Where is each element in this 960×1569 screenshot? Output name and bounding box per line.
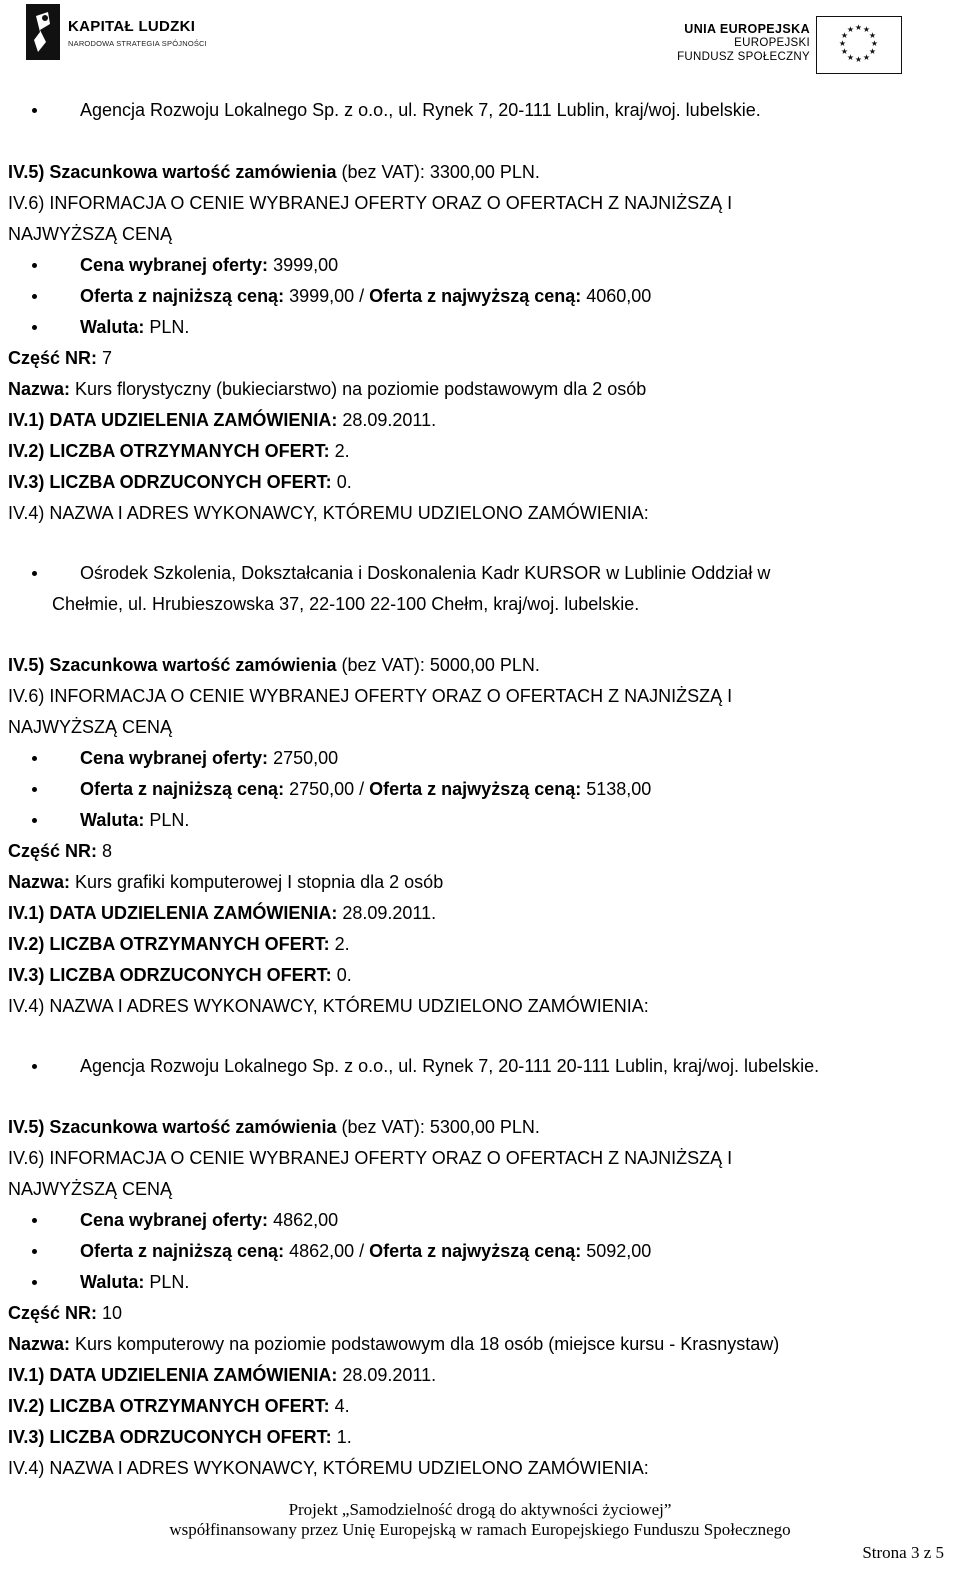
value: 0.: [331, 965, 352, 985]
value: 4862,00 /: [284, 1241, 370, 1261]
page-number: Strona 3 z 5: [862, 1543, 944, 1562]
value: 4862,00: [268, 1210, 339, 1230]
svg-text:★: ★: [840, 47, 849, 56]
value: PLN.: [144, 1272, 190, 1292]
price-info-heading-cont: NAJWYŻSZĄ CENĄ: [8, 717, 173, 737]
eu-logo: [677, 16, 938, 74]
value: Kurs komputerowy na poziomie podstawowym dla 18 osób (miejsce kursu - Krasnystaw): [70, 1334, 780, 1354]
value: 2750,00 /: [284, 779, 370, 799]
contractor-address: Agencja Rozwoju Lokalnego Sp. z o.o., ul. Rynek 7, 20-111 Lublin, kraj/woj. lubelskie.: [80, 100, 761, 120]
price-info-heading: IV.6) INFORMACJA O CENIE WYBRANEJ OFERTY ORAZ O OFERTACH Z NAJNIŻSZĄ I: [8, 1148, 733, 1168]
svg-text:★: ★: [846, 25, 855, 34]
label: Oferta z najniższą ceną:: [80, 779, 285, 799]
value: 28.09.2011.: [337, 903, 437, 923]
kapital-ludzki-logo: [26, 4, 206, 62]
offers-rejected: [8, 964, 352, 986]
value: 5138,00: [581, 779, 652, 799]
price-info-heading-cont: NAJWYŻSZĄ CENĄ: [8, 224, 173, 244]
price-info-heading: IV.6) INFORMACJA O CENIE WYBRANEJ OFERTY ORAZ O OFERTACH Z NAJNIŻSZĄ I: [8, 193, 733, 213]
svg-text:★: ★: [854, 23, 863, 32]
label: Nazwa:: [8, 872, 71, 892]
svg-text:★: ★: [868, 31, 877, 40]
label: Waluta:: [80, 317, 145, 337]
estimated-value: [8, 161, 540, 183]
award-date: [8, 902, 436, 924]
value: (bez VAT): 5300,00 PLN.: [336, 1117, 540, 1137]
label: IV.2) LICZBA OTRZYMANYCH OFERT:: [8, 441, 330, 461]
value: 28.09.2011.: [337, 410, 437, 430]
label: Waluta:: [80, 810, 145, 830]
value: 4.: [329, 1396, 350, 1416]
label: Część NR:: [8, 841, 98, 861]
contractor-heading: IV.4) NAZWA I ADRES WYKONAWCY, KTÓREMU UDZIELONO ZAMÓWIENIA:: [8, 503, 649, 523]
contractor-address: Ośrodek Szkolenia, Dokształcania i Doskonalenia Kadr KURSOR w Lublinie Oddział w: [80, 563, 771, 583]
value: 1.: [331, 1427, 352, 1447]
label: Oferta z najniższą ceną:: [80, 1241, 285, 1261]
value: 8: [97, 841, 113, 861]
value: 2.: [329, 441, 350, 461]
svg-text:★: ★: [862, 25, 871, 34]
value: (bez VAT): 5000,00 PLN.: [336, 655, 540, 675]
label: Część NR:: [8, 348, 98, 368]
estimated-value: [8, 654, 540, 676]
label: IV.2) LICZBA OTRZYMANYCH OFERT:: [8, 934, 330, 954]
part-number: [8, 347, 112, 369]
part-name: [8, 871, 443, 893]
label: IV.3) LICZBA ODRZUCONYCH OFERT:: [8, 1427, 332, 1447]
part-name: [8, 1333, 779, 1355]
value: 2.: [329, 934, 350, 954]
award-date: [8, 1364, 436, 1386]
label: IV.1) DATA UDZIELENIA ZAMÓWIENIA:: [8, 1365, 338, 1385]
kapital-ludzki-subtitle: NARODOWA STRATEGIA SPÓJNOŚCI: [68, 39, 207, 48]
label: Waluta:: [80, 1272, 145, 1292]
value: 7: [97, 348, 113, 368]
contractor-address-cont: Chełmie, ul. Hrubieszowska 37, 22-100 22-100 Chełm, kraj/woj. lubelskie.: [52, 594, 640, 614]
label: Oferta z najniższą ceną:: [80, 286, 285, 306]
contractor-address: Agencja Rozwoju Lokalnego Sp. z o.o., ul. Rynek 7, 20-111 20-111 Lublin, kraj/woj. lubelskie.: [80, 1056, 820, 1076]
award-date: [8, 409, 436, 431]
eu-flag-icon: [816, 16, 902, 74]
value: 4060,00: [581, 286, 652, 306]
value: PLN.: [144, 810, 190, 830]
value: 5092,00: [581, 1241, 652, 1261]
footer-project-title: Projekt „Samodzielność drogą do aktywności życiowej”: [288, 1500, 672, 1519]
part-number: [8, 1302, 122, 1324]
kapital-ludzki-title: KAPITAŁ LUDZKI: [68, 18, 196, 35]
value: (bez VAT): 3300,00 PLN.: [336, 162, 540, 182]
svg-text:★: ★: [868, 47, 877, 56]
label: Oferta z najwyższą ceną:: [369, 286, 582, 306]
label: Część NR:: [8, 1303, 98, 1323]
value: 10: [97, 1303, 123, 1323]
value: Kurs grafiki komputerowej I stopnia dla 2 osób: [70, 872, 444, 892]
value: PLN.: [144, 317, 190, 337]
offers-rejected: [8, 1426, 352, 1448]
label: IV.2) LICZBA OTRZYMANYCH OFERT:: [8, 1396, 330, 1416]
label: Cena wybranej oferty:: [80, 255, 269, 275]
part-number: [8, 840, 112, 862]
value: 0.: [331, 472, 352, 492]
label: Oferta z najwyższą ceną:: [369, 1241, 582, 1261]
label: Oferta z najwyższą ceną:: [369, 779, 582, 799]
footer-cofinancing: współfinansowany przez Unię Europejską w ramach Europejskiego Funduszu Społecznego: [169, 1520, 791, 1539]
label: Cena wybranej oferty:: [80, 1210, 269, 1230]
eu-logo-line2: EUROPEJSKI: [734, 37, 810, 49]
svg-text:★: ★: [862, 53, 871, 62]
price-info-heading-cont: NAJWYŻSZĄ CENĄ: [8, 1179, 173, 1199]
eu-logo-line1: UNIA EUROPEJSKA: [684, 22, 810, 36]
value: 28.09.2011.: [337, 1365, 437, 1385]
value: 3999,00: [268, 255, 339, 275]
kapital-ludzki-emblem-icon: [26, 4, 60, 60]
svg-text:★: ★: [840, 31, 849, 40]
contractor-heading: IV.4) NAZWA I ADRES WYKONAWCY, KTÓREMU UDZIELONO ZAMÓWIENIA:: [8, 1458, 649, 1478]
offers-received: [8, 933, 350, 955]
estimated-value: [8, 1116, 540, 1138]
part-name: [8, 378, 646, 400]
eu-logo-text: [677, 22, 810, 64]
value: Kurs florystyczny (bukieciarstwo) na poziomie podstawowym dla 2 osób: [70, 379, 647, 399]
offers-received: [8, 440, 350, 462]
label: IV.5) Szacunkowa wartość zamówienia: [8, 1117, 337, 1137]
label: Nazwa:: [8, 1334, 71, 1354]
svg-text:★: ★: [846, 53, 855, 62]
svg-text:★: ★: [870, 39, 879, 48]
eu-logo-line3: FUNDUSZ SPOŁECZNY: [677, 51, 810, 63]
offers-received: [8, 1395, 350, 1417]
svg-text:★: ★: [838, 39, 847, 48]
label: IV.5) Szacunkowa wartość zamówienia: [8, 655, 337, 675]
label: IV.3) LICZBA ODRZUCONYCH OFERT:: [8, 965, 332, 985]
label: IV.1) DATA UDZIELENIA ZAMÓWIENIA:: [8, 903, 338, 923]
contractor-heading: IV.4) NAZWA I ADRES WYKONAWCY, KTÓREMU UDZIELONO ZAMÓWIENIA:: [8, 996, 649, 1016]
svg-text:★: ★: [854, 55, 863, 64]
price-info-heading: IV.6) INFORMACJA O CENIE WYBRANEJ OFERTY ORAZ O OFERTACH Z NAJNIŻSZĄ I: [8, 686, 733, 706]
value: 2750,00: [268, 748, 339, 768]
offers-rejected: [8, 471, 352, 493]
label: Nazwa:: [8, 379, 71, 399]
label: IV.5) Szacunkowa wartość zamówienia: [8, 162, 337, 182]
label: IV.3) LICZBA ODRZUCONYCH OFERT:: [8, 472, 332, 492]
value: 3999,00 /: [284, 286, 370, 306]
label: IV.1) DATA UDZIELENIA ZAMÓWIENIA:: [8, 410, 338, 430]
label: Cena wybranej oferty:: [80, 748, 269, 768]
